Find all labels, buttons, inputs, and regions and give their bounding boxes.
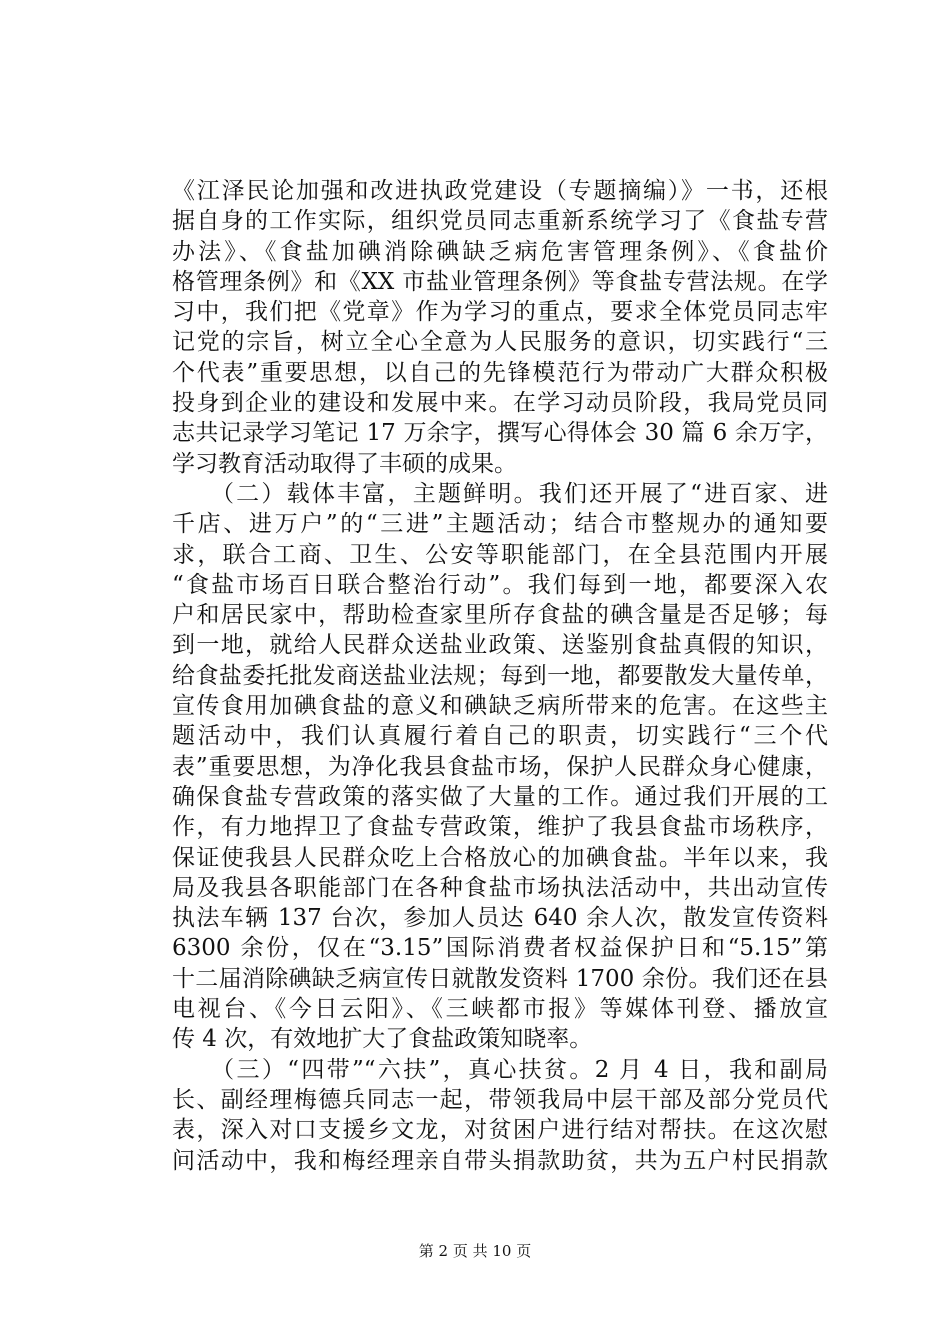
text-line: 千店、进万户”的“三进”主题活动；结合市整规办的通知要 bbox=[172, 511, 828, 538]
text-line: 保证使我县人民群众吃上合格放心的加碘食盐。半年以来，我 bbox=[172, 844, 828, 871]
text-line: “食盐市场百日联合整治行动”。我们每到一地，都要深入农 bbox=[172, 571, 828, 598]
text-line: 作，有力地捍卫了食盐专营政策，维护了我县食盐市场秩序， bbox=[172, 814, 828, 841]
text-line: 长、副经理梅德兵同志一起，带领我局中层干部及部分党员代 bbox=[172, 1086, 828, 1113]
text-line: （二）载体丰富，主题鲜明。我们还开展了“进百家、进 bbox=[172, 480, 828, 507]
text-line: 确保食盐专营政策的落实做了大量的工作。通过我们开展的工 bbox=[172, 783, 828, 810]
text-line: 据自身的工作实际，组织党员同志重新系统学习了《食盐专营 bbox=[172, 208, 828, 235]
document-body bbox=[172, 176, 828, 1176]
text-line: 办法》、《食盐加碘消除碘缺乏病危害管理条例》、《食盐价 bbox=[172, 238, 828, 265]
text-line: 电视台、《今日云阳》、《三峡都市报》等媒体刊登、播放宣 bbox=[172, 996, 828, 1023]
text-line: 习中，我们把《党章》作为学习的重点，要求全体党员同志牢 bbox=[172, 299, 828, 326]
text-line: 记党的宗旨，树立全心全意为人民服务的意识，切实践行“三 bbox=[172, 329, 828, 356]
text-line: 个代表”重要思想，以自己的先锋模范行为带动广大群众积极 bbox=[172, 359, 828, 386]
text-line: 题活动中，我们认真履行着自己的职责，切实践行“三个代 bbox=[172, 723, 828, 750]
text-line: 传 4 次，有效地扩大了食盐政策知晓率。 bbox=[172, 1026, 593, 1053]
text-line: 学习教育活动取得了丰硕的成果。 bbox=[172, 450, 517, 477]
text-line: 表”重要思想，为净化我县食盐市场，保护人民群众身心健康， bbox=[172, 753, 828, 780]
text-line: 6300 余份，仅在“3.15”国际消费者权益保护日和“5.15”第 bbox=[172, 935, 828, 962]
text-line: 投身到企业的建设和发展中来。在学习动员阶段，我局党员同 bbox=[172, 390, 828, 417]
text-line: （三）“四带”“六扶”，真心扶贫。2 月 4 日，我和副局 bbox=[172, 1056, 828, 1083]
text-line: 宣传食用加碘食盐的意义和碘缺乏病所带来的危害。在这些主 bbox=[172, 693, 828, 720]
text-line: 户和居民家中，帮助检查家里所存食盐的碘含量是否足够；每 bbox=[172, 602, 828, 629]
text-line: 到一地，就给人民群众送盐业政策、送鉴别食盐真假的知识， bbox=[172, 632, 828, 659]
text-line: 格管理条例》和《XX 市盐业管理条例》等食盐专营法规。在学 bbox=[172, 268, 828, 295]
text-line: 《江泽民论加强和改进执政党建设（专题摘编）》一书，还根 bbox=[172, 178, 828, 204]
page-footer: 第 2 页 共 10 页 bbox=[418, 1242, 532, 1260]
text-line: 求，联合工商、卫生、公安等职能部门，在全县范围内开展 bbox=[172, 541, 828, 568]
text-line: 局及我县各职能部门在各种食盐市场执法活动中，共出动宣传 bbox=[172, 874, 828, 901]
text-line: 志共记录学习笔记 17 万余字，撰写心得体会 30 篇 6 余万字， bbox=[172, 420, 828, 447]
text-line: 问活动中，我和梅经理亲自带头捐款助贫，共为五户村民捐款 bbox=[172, 1147, 828, 1174]
text-line: 给食盐委托批发商送盐业法规；每到一地，都要散发大量传单， bbox=[172, 662, 828, 689]
text-line: 表，深入对口支援乡文龙，对贫困户进行结对帮扶。在这次慰 bbox=[172, 1117, 828, 1144]
text-line: 执法车辆 137 台次，参加人员达 640 余人次，散发宣传资料 bbox=[172, 905, 828, 932]
text-line: 十二届消除碘缺乏病宣传日就散发资料 1700 余份。我们还在县 bbox=[172, 965, 828, 992]
